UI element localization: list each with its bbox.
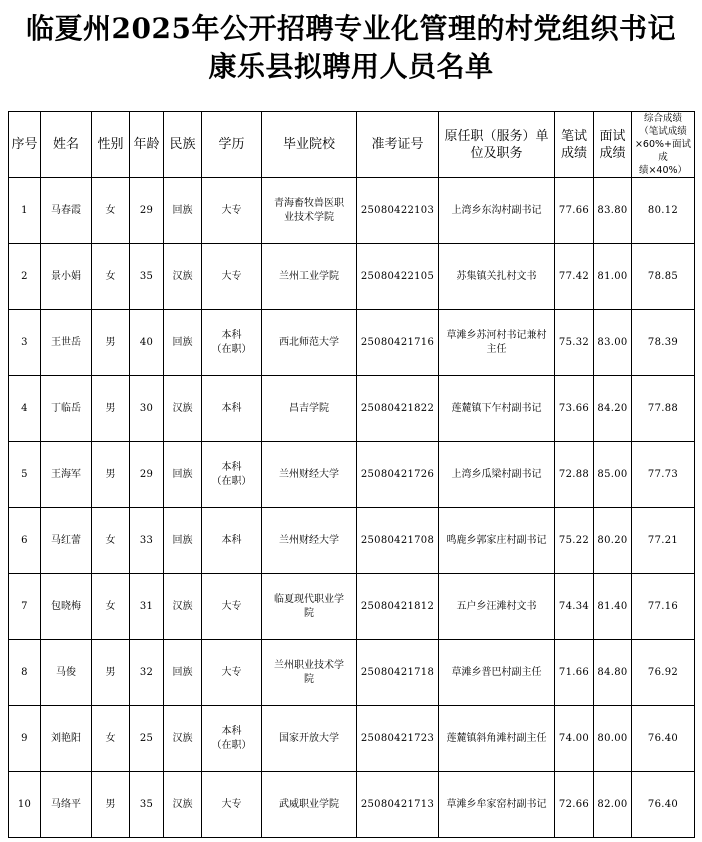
table-row xyxy=(9,376,695,442)
cell-age: 35 xyxy=(130,244,164,310)
cell-name: 王世岳 xyxy=(41,310,92,376)
cell-education: 大专 xyxy=(202,244,262,310)
cell-written: 77.42 xyxy=(555,244,594,310)
cell-total: 76.40 xyxy=(632,772,695,838)
cell-exam-no: 25080421713 xyxy=(357,772,439,838)
cell-seq: 3 xyxy=(9,310,41,376)
cell-seq: 5 xyxy=(9,442,41,508)
cell-ethnicity: 汉族 xyxy=(164,574,202,640)
cell-school: 兰州财经大学 xyxy=(262,508,357,574)
cell-gender: 男 xyxy=(92,772,130,838)
cell-total: 76.92 xyxy=(632,640,695,706)
page-title: 临夏州2025年公开招聘专业化管理的村党组织书记 xyxy=(26,12,676,45)
header-ethnicity: 民族 xyxy=(164,112,202,178)
cell-written: 72.66 xyxy=(555,772,594,838)
cell-gender: 男 xyxy=(92,310,130,376)
cell-gender: 女 xyxy=(92,574,130,640)
cell-name: 马俊 xyxy=(41,640,92,706)
cell-ethnicity: 汉族 xyxy=(164,376,202,442)
table-row xyxy=(9,640,695,706)
cell-interview: 84.80 xyxy=(594,640,632,706)
table-row xyxy=(9,706,695,772)
header-exam-no: 准考证号 xyxy=(357,112,439,178)
cell-prev-post: 五户乡汪滩村文书 xyxy=(439,574,555,640)
cell-written: 77.66 xyxy=(555,178,594,244)
cell-written: 74.34 xyxy=(555,574,594,640)
cell-school: 西北师范大学 xyxy=(262,310,357,376)
cell-education: 大专 xyxy=(202,178,262,244)
cell-education: 本科 （在职） xyxy=(202,310,262,376)
cell-prev-post: 草滩乡普巴村副主任 xyxy=(439,640,555,706)
cell-interview: 81.40 xyxy=(594,574,632,640)
table-header-row xyxy=(9,112,695,178)
cell-written: 74.00 xyxy=(555,706,594,772)
cell-exam-no: 25080421718 xyxy=(357,640,439,706)
cell-exam-no: 25080421812 xyxy=(357,574,439,640)
cell-seq: 6 xyxy=(9,508,41,574)
cell-name: 马春霞 xyxy=(41,178,92,244)
cell-total: 78.85 xyxy=(632,244,695,310)
cell-seq: 8 xyxy=(9,640,41,706)
cell-education: 大专 xyxy=(202,574,262,640)
cell-total: 77.16 xyxy=(632,574,695,640)
cell-interview: 85.00 xyxy=(594,442,632,508)
cell-exam-no: 25080422103 xyxy=(357,178,439,244)
header-gender: 性别 xyxy=(92,112,130,178)
cell-prev-post: 上湾乡东沟村副书记 xyxy=(439,178,555,244)
cell-interview: 82.00 xyxy=(594,772,632,838)
cell-school: 兰州职业技术学 院 xyxy=(262,640,357,706)
cell-age: 29 xyxy=(130,178,164,244)
cell-education: 本科 xyxy=(202,376,262,442)
cell-exam-no: 25080421716 xyxy=(357,310,439,376)
cell-ethnicity: 回族 xyxy=(164,442,202,508)
cell-age: 31 xyxy=(130,574,164,640)
cell-written: 75.32 xyxy=(555,310,594,376)
cell-gender: 男 xyxy=(92,376,130,442)
header-prev-post: 原任职（服务）单 位及职务 xyxy=(439,112,555,178)
cell-ethnicity: 汉族 xyxy=(164,706,202,772)
cell-total: 77.21 xyxy=(632,508,695,574)
cell-prev-post: 草滩乡牟家窑村副书记 xyxy=(439,772,555,838)
cell-prev-post: 莲麓镇斜角滩村副主任 xyxy=(439,706,555,772)
cell-seq: 7 xyxy=(9,574,41,640)
cell-total: 77.88 xyxy=(632,376,695,442)
cell-age: 29 xyxy=(130,442,164,508)
cell-exam-no: 25080421822 xyxy=(357,376,439,442)
cell-ethnicity: 汉族 xyxy=(164,772,202,838)
cell-gender: 女 xyxy=(92,706,130,772)
cell-seq: 10 xyxy=(9,772,41,838)
header-interview: 面试 成绩 xyxy=(594,112,632,178)
cell-exam-no: 25080421726 xyxy=(357,442,439,508)
cell-school: 临夏现代职业学 院 xyxy=(262,574,357,640)
cell-school: 昌吉学院 xyxy=(262,376,357,442)
cell-school: 国家开放大学 xyxy=(262,706,357,772)
header-education: 学历 xyxy=(202,112,262,178)
cell-name: 景小娟 xyxy=(41,244,92,310)
cell-school: 青海畜牧兽医职 业技术学院 xyxy=(262,178,357,244)
header-age: 年龄 xyxy=(130,112,164,178)
cell-total: 76.40 xyxy=(632,706,695,772)
cell-gender: 女 xyxy=(92,244,130,310)
cell-gender: 女 xyxy=(92,178,130,244)
cell-education: 本科 （在职） xyxy=(202,442,262,508)
cell-name: 王海军 xyxy=(41,442,92,508)
cell-education: 本科 （在职） xyxy=(202,706,262,772)
cell-exam-no: 25080421708 xyxy=(357,508,439,574)
cell-ethnicity: 回族 xyxy=(164,508,202,574)
cell-age: 35 xyxy=(130,772,164,838)
table-row xyxy=(9,244,695,310)
candidate-table xyxy=(8,111,695,838)
header-school: 毕业院校 xyxy=(262,112,357,178)
cell-age: 40 xyxy=(130,310,164,376)
cell-interview: 80.20 xyxy=(594,508,632,574)
cell-prev-post: 鸣鹿乡郭家庄村副书记 xyxy=(439,508,555,574)
cell-name: 包晓梅 xyxy=(41,574,92,640)
cell-written: 75.22 xyxy=(555,508,594,574)
cell-age: 32 xyxy=(130,640,164,706)
cell-total: 77.73 xyxy=(632,442,695,508)
header-seq: 序号 xyxy=(9,112,41,178)
table-row xyxy=(9,772,695,838)
cell-seq: 9 xyxy=(9,706,41,772)
cell-age: 33 xyxy=(130,508,164,574)
cell-written: 71.66 xyxy=(555,640,594,706)
header-total: 综合成绩 （笔试成绩 ×60%+面试成 绩×40%） xyxy=(632,112,695,178)
cell-prev-post: 莲麓镇下乍村副书记 xyxy=(439,376,555,442)
cell-name: 丁临岳 xyxy=(41,376,92,442)
cell-prev-post: 苏集镇关扎村文书 xyxy=(439,244,555,310)
cell-prev-post: 草滩乡苏河村书记兼村 主任 xyxy=(439,310,555,376)
page-subtitle: 康乐县拟聘用人员名单 xyxy=(208,50,494,83)
cell-seq: 2 xyxy=(9,244,41,310)
cell-education: 本科 xyxy=(202,508,262,574)
header-written: 笔试 成绩 xyxy=(555,112,594,178)
cell-ethnicity: 回族 xyxy=(164,310,202,376)
table-row xyxy=(9,508,695,574)
cell-name: 马络平 xyxy=(41,772,92,838)
cell-gender: 女 xyxy=(92,508,130,574)
cell-ethnicity: 回族 xyxy=(164,640,202,706)
cell-ethnicity: 汉族 xyxy=(164,244,202,310)
cell-written: 72.88 xyxy=(555,442,594,508)
cell-interview: 83.80 xyxy=(594,178,632,244)
cell-ethnicity: 回族 xyxy=(164,178,202,244)
cell-exam-no: 25080422105 xyxy=(357,244,439,310)
cell-school: 武威职业学院 xyxy=(262,772,357,838)
table-row xyxy=(9,574,695,640)
cell-school: 兰州财经大学 xyxy=(262,442,357,508)
cell-exam-no: 25080421723 xyxy=(357,706,439,772)
cell-seq: 1 xyxy=(9,178,41,244)
cell-interview: 84.20 xyxy=(594,376,632,442)
cell-age: 30 xyxy=(130,376,164,442)
cell-education: 大专 xyxy=(202,772,262,838)
cell-total: 78.39 xyxy=(632,310,695,376)
cell-age: 25 xyxy=(130,706,164,772)
cell-education: 大专 xyxy=(202,640,262,706)
header-name: 姓名 xyxy=(41,112,92,178)
cell-name: 刘艳阳 xyxy=(41,706,92,772)
cell-interview: 81.00 xyxy=(594,244,632,310)
cell-name: 马红蕾 xyxy=(41,508,92,574)
cell-prev-post: 上湾乡瓜梁村副书记 xyxy=(439,442,555,508)
table-row xyxy=(9,442,695,508)
cell-interview: 83.00 xyxy=(594,310,632,376)
cell-school: 兰州工业学院 xyxy=(262,244,357,310)
table-row xyxy=(9,178,695,244)
cell-gender: 男 xyxy=(92,640,130,706)
table-row xyxy=(9,310,695,376)
cell-interview: 80.00 xyxy=(594,706,632,772)
cell-seq: 4 xyxy=(9,376,41,442)
cell-written: 73.66 xyxy=(555,376,594,442)
cell-gender: 男 xyxy=(92,442,130,508)
cell-total: 80.12 xyxy=(632,178,695,244)
